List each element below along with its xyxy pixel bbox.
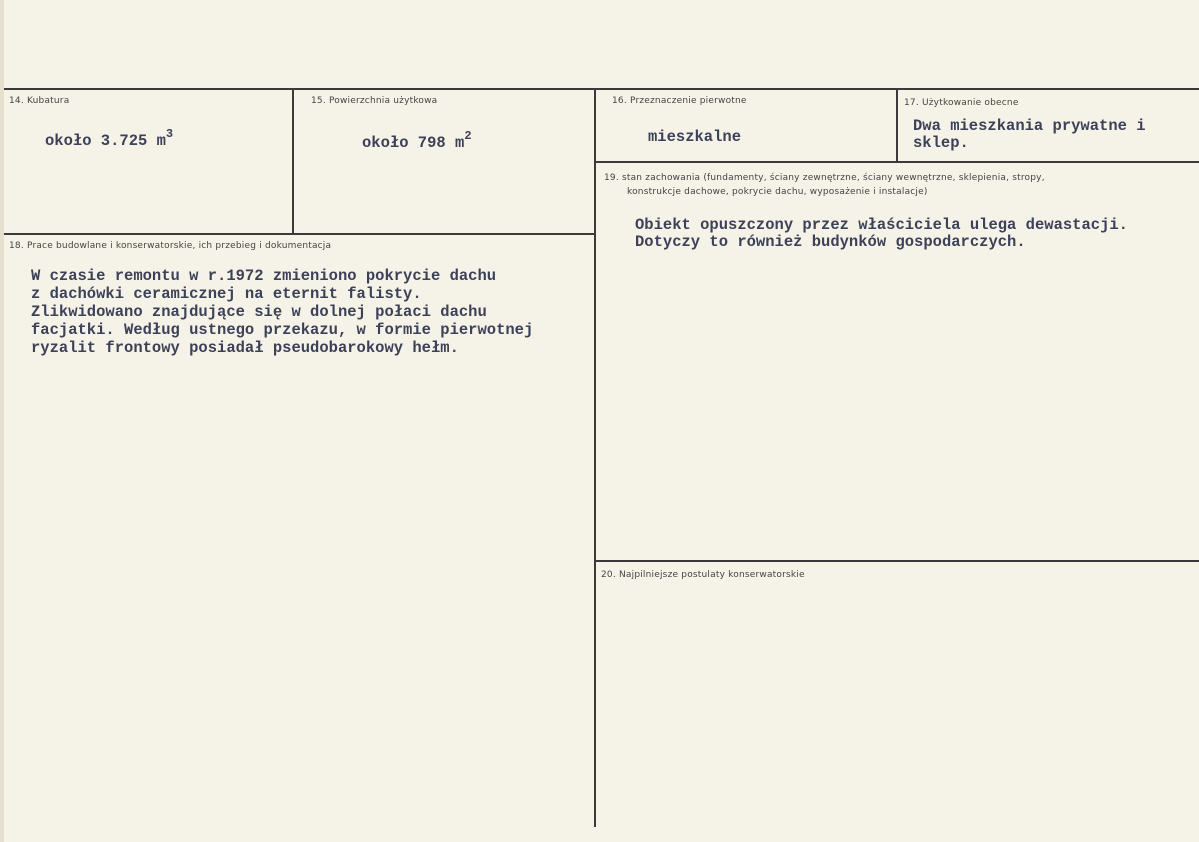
field-14-unit-exponent: 3 [165,127,174,141]
divider-14-15 [292,89,294,234]
field-17-line-2: sklep. [913,134,969,152]
field-19-line-2: Dotyczy to również budynków gospodarczych. [635,233,1026,251]
rule-below-16-17 [596,161,1199,163]
card-edge [0,0,4,842]
field-18-line-1: W czasie remontu w r.1972 zmieniono pokrycie dachu [31,267,497,285]
field-18-line-5: ryzalit frontowy posiadał pseudobarokowy hełm. [31,339,459,357]
field-18-line-2: z dachówki ceramicznej na eternit falisty. [31,285,422,303]
field-15-unit-exponent: 2 [464,129,472,143]
field-14-label: 14. Kubatura [9,96,70,106]
field-17-label: 17. Użytkowanie obecne [904,98,1019,108]
field-18-label: 18. Prace budowlane i konserwatorskie, ich przebieg i dokumentacja [9,241,332,251]
center-divider [594,89,596,827]
field-20-label: 20. Najpilniejsze postulaty konserwatorskie [601,570,805,580]
field-14-value [45,127,174,151]
field-18-line-3: Zlikwidowano znajdujące się w dolnej połaci dachu [31,303,487,321]
field-15-text: około 798 m [362,134,465,152]
field-16-label: 16. Przeznaczenie pierwotne [612,96,747,106]
top-rule [4,88,1199,90]
divider-16-17 [896,89,898,162]
field-17-line-1: Dwa mieszkania prywatne i [913,117,1146,135]
field-18-line-4: facjatki. Według ustnego przekazu, w formie pierwotnej [31,321,534,339]
field-19-label-line-1: 19. stan zachowania (fundamenty, ściany zewnętrzne, ściany wewnętrzne, sklepienia, stropy, [604,173,1045,183]
field-15-label: 15. Powierzchnia użytkowa [311,96,438,106]
field-16-value: mieszkalne [648,128,742,146]
field-14-text: około 3.725 m [45,132,166,150]
field-15-value [362,129,472,153]
rule-below-14-15 [4,233,596,235]
field-19-line-1: Obiekt opuszczony przez właściciela ulega dewastacji. [635,216,1128,234]
rule-below-19 [596,560,1199,562]
field-19-label-line-2: konstrukcje dachowe, pokrycie dachu, wyposażenie i instalacje) [627,187,928,197]
